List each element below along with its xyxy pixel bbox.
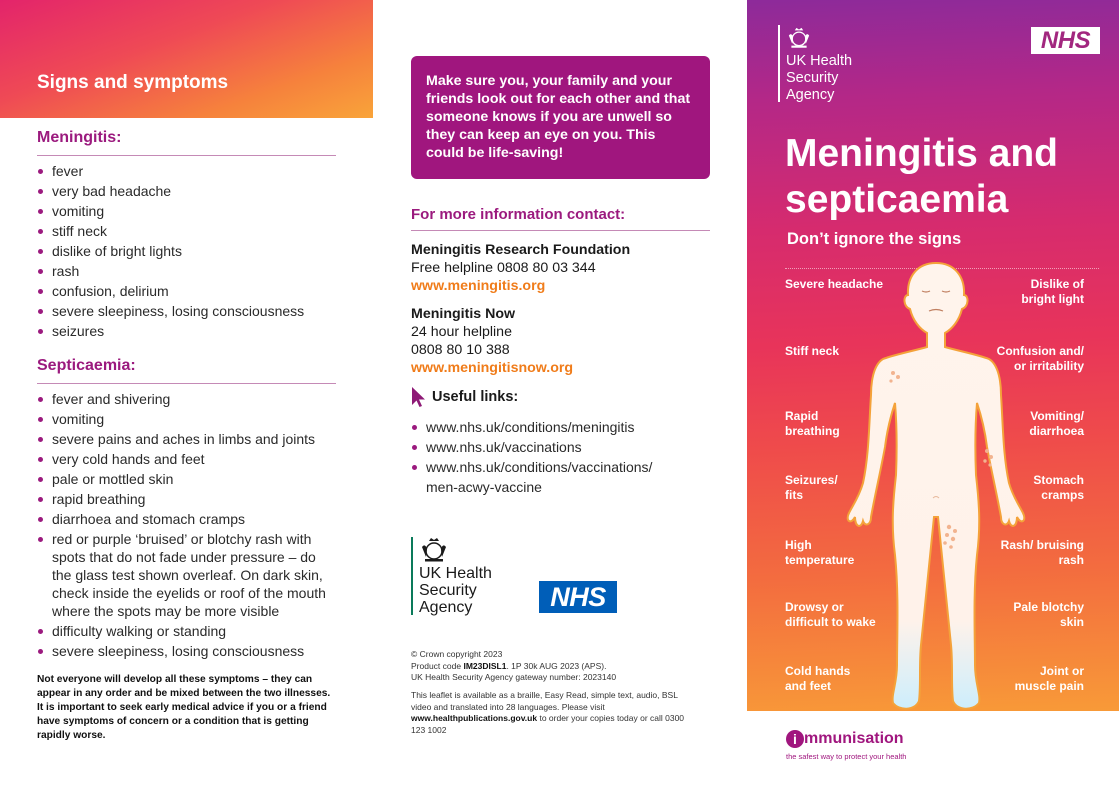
symptom-label-right: Pale blotchy skin	[1013, 600, 1084, 629]
useful-link[interactable]: www.nhs.uk/conditions/vaccinations/ men-acwy-vaccine	[411, 457, 673, 497]
org-helpline: Free helpline 0808 80 03 344	[411, 260, 596, 276]
copyright: © Crown copyright 2023	[411, 649, 503, 659]
immunisation-word: mmunisation	[804, 730, 904, 747]
list-item: red or purple ‘bruised’ or blotchy rash with spots that do not fade under pressure – do the glass test shown overleaf. On dark skin, check inside the eyelids or roof of the mouth where the spots may be more visible	[37, 529, 337, 621]
signs-heading: Signs and symptoms	[37, 72, 229, 93]
contact-heading: For more information contact:	[411, 206, 710, 231]
list-item: severe sleepiness, losing consciousness	[37, 641, 337, 661]
list-item: fever and shivering	[37, 389, 337, 409]
symptom-label-left: Seizures/ fits	[785, 473, 838, 502]
symptom-label-left: Stiff neck	[785, 344, 840, 358]
signs-banner	[0, 0, 373, 118]
list-item: difficulty walking or standing	[37, 621, 337, 641]
ukhsa-line: UK Health	[419, 565, 492, 582]
look-out-callout: Make sure you, your family and your friends look out for each other and that someone knows if you are unwell so they can keep an eye on you. This could be life-saving!	[411, 56, 710, 179]
human-body-illustration	[841, 255, 1031, 711]
symptom-label-right: Joint or muscle pain	[1014, 664, 1084, 693]
list-item: dislike of bright lights	[37, 241, 337, 261]
org-helpline-label: 24 hour helpline	[411, 324, 512, 340]
immunisation-logo	[786, 730, 907, 761]
symptom-label-left: Cold hands and feet	[785, 664, 851, 693]
symptom-label-right: Vomiting/ diarrhoea	[1029, 409, 1084, 438]
immunisation-tagline: the safest way to protect your health	[786, 752, 907, 761]
symptom-label-right: Dislike of bright light	[1021, 277, 1084, 306]
cover-panel	[747, 0, 1119, 711]
advice-note: Not everyone will develop all these symptoms – they can appear in any order and be mixed between the two illnesses. It is important to seek early medical advice if you or a friend have symptoms of concern or a condition that is getting rapidly worse.	[37, 674, 331, 741]
ukhsa-wordmark	[419, 565, 492, 616]
org-meningitis-now	[411, 305, 573, 377]
useful-links-list	[411, 417, 681, 497]
ukhsa-wordmark	[786, 53, 852, 104]
list-item: stiff neck	[37, 221, 337, 241]
symptom-label-left: Drowsy or difficult to wake	[785, 600, 876, 629]
availability-note	[411, 690, 686, 736]
symptom-label-left: High temperature	[785, 538, 855, 567]
leaflet-title: Meningitis and septicaemia	[785, 132, 1058, 221]
org-name: Meningitis Research Foundation	[411, 242, 631, 258]
ukhsa-line: Agency	[419, 599, 473, 616]
list-item: vomiting	[37, 409, 337, 429]
ukhsa-line: Security	[786, 70, 839, 86]
logo-bar	[778, 25, 780, 102]
product-code-line	[411, 661, 691, 673]
useful-links-heading-row	[411, 387, 518, 407]
product-code: IM23DISL1	[463, 660, 507, 671]
septicaemia-heading: Septicaemia:	[37, 357, 336, 384]
availability-text: This leaflet is available as a braille, Easy Read, simple text, audio, BSL video and translated into 28 languages. Please visit	[411, 690, 678, 712]
gateway-number: UK Health Security Agency gateway number: 2023140	[411, 672, 617, 682]
symptom-label-right: Stomach cramps	[1033, 473, 1084, 502]
ukhsa-logo-white	[778, 25, 868, 105]
list-item: vomiting	[37, 201, 337, 221]
royal-crest-icon	[786, 27, 812, 49]
availability-text-end: to order your copies today or call 0300 123 1002	[411, 713, 685, 735]
leaflet-subtitle: Don’t ignore the signs	[787, 230, 962, 248]
royal-crest-icon	[419, 537, 449, 563]
useful-link[interactable]: www.nhs.uk/conditions/meningitis	[411, 417, 681, 437]
org-meningitis-research-foundation	[411, 241, 630, 295]
product-prefix: Product code	[411, 660, 464, 671]
logo-bar	[411, 537, 413, 615]
ukhsa-logo	[411, 537, 521, 615]
septicaemia-symptom-list	[37, 389, 337, 661]
symptom-label-right: Confusion and/ or irritability	[996, 344, 1084, 373]
healthpublications-link[interactable]: www.healthpublications.gov.uk	[411, 713, 538, 723]
org-helpline-number: 0808 80 10 388	[411, 342, 510, 358]
list-item: diarrhoea and stomach cramps	[37, 509, 337, 529]
ukhsa-line: Security	[419, 582, 477, 599]
symptom-label-right: Rash/ bruising rash	[1000, 538, 1084, 567]
org-website-link[interactable]: www.meningitis.org	[411, 278, 546, 294]
list-item: severe pains and aches in limbs and joints	[37, 429, 337, 449]
ukhsa-line: Agency	[786, 87, 835, 103]
nhs-logo: NHS	[1031, 27, 1100, 54]
list-item: very cold hands and feet	[37, 449, 337, 469]
meningitis-heading: Meningitis:	[37, 129, 336, 156]
list-item: seizures	[37, 321, 337, 341]
list-item: fever	[37, 161, 337, 181]
useful-links-heading: Useful links:	[432, 389, 519, 405]
list-item: rapid breathing	[37, 489, 337, 509]
ukhsa-line: UK Health	[786, 53, 853, 69]
meningitis-symptom-list	[37, 161, 337, 341]
signs-and-symptoms-panel	[0, 0, 373, 790]
list-item: pale or mottled skin	[37, 469, 337, 489]
symptom-label-left: Severe headache	[785, 277, 884, 291]
org-website-link[interactable]: www.meningitisnow.org	[411, 360, 574, 376]
list-item: confusion, delirium	[37, 281, 337, 301]
org-name: Meningitis Now	[411, 306, 516, 322]
nhs-logo: NHS	[539, 581, 617, 613]
list-item: severe sleepiness, losing consciousness	[37, 301, 337, 321]
cursor-icon	[411, 387, 427, 407]
product-suffix: . 1P 30k AUG 2023 (APS).	[506, 660, 607, 671]
copyright-block	[411, 649, 691, 684]
list-item: very bad headache	[37, 181, 337, 201]
useful-link[interactable]: www.nhs.uk/vaccinations	[411, 437, 681, 457]
list-item: rash	[37, 261, 337, 281]
symptom-label-left: Rapid breathing	[785, 409, 840, 438]
immunisation-i-icon: i	[786, 730, 804, 748]
